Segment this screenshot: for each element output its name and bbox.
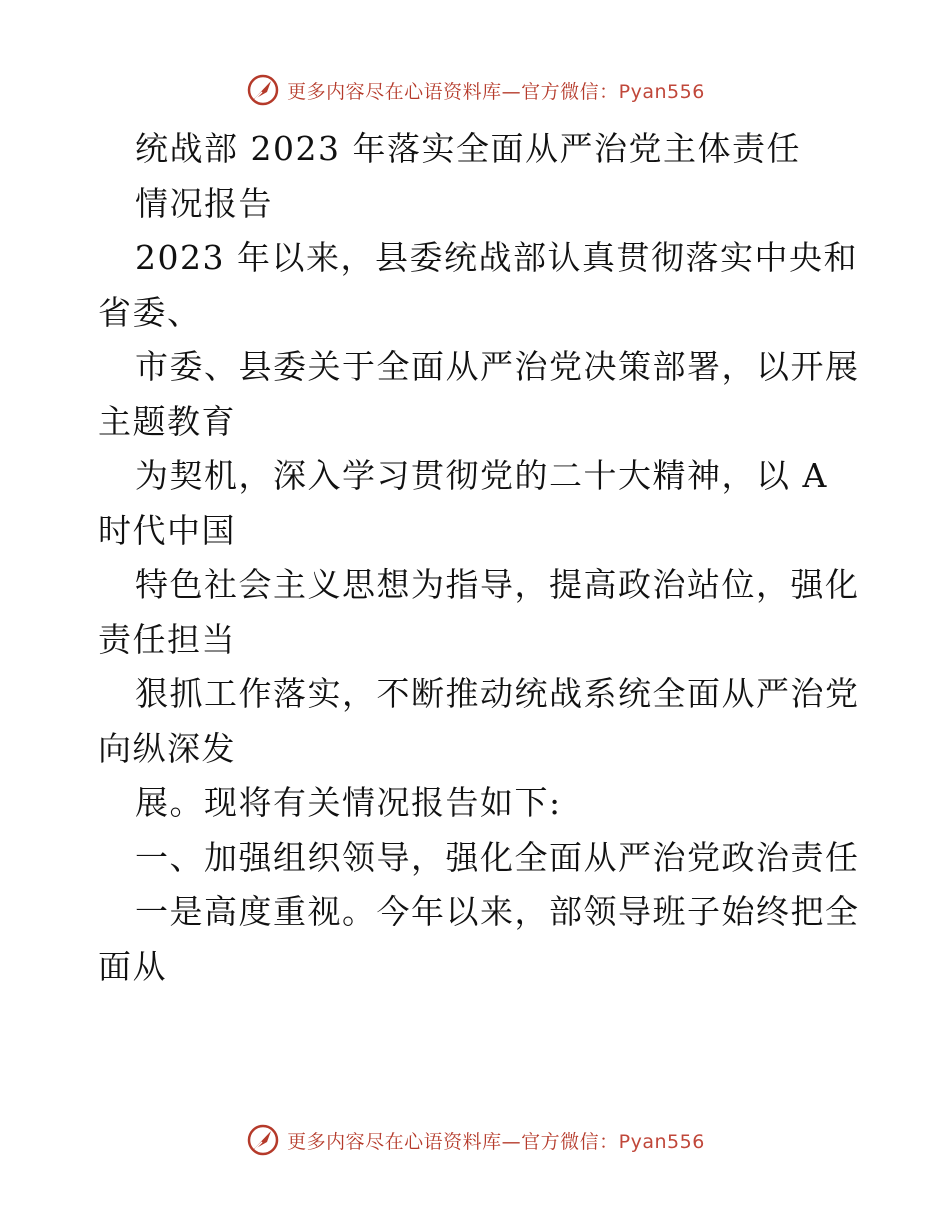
document-line: 一是高度重视。今年以来，部领导班子始终把全 xyxy=(135,892,860,931)
document-line: 情况报告 xyxy=(135,183,273,223)
document-line: 市委、县委关于全面从严治党决策部署，以开展 xyxy=(135,347,860,386)
watermark-label: 更多内容尽在心语资料库—官方微信： xyxy=(287,1130,619,1153)
document-line: 面从 xyxy=(98,946,167,986)
watermark-text xyxy=(287,77,705,104)
document-line: 省委、 xyxy=(98,292,202,332)
watermark-label: 更多内容尽在心语资料库—官方微信： xyxy=(287,80,619,103)
document-line: 责任担当 xyxy=(98,619,236,659)
document-line: 统战部 2023 年落实全面从严治党主体责任 xyxy=(135,129,801,168)
document-line: 时代中国 xyxy=(98,510,236,550)
document-body xyxy=(98,122,858,994)
document-line: 展。现将有关情况报告如下: xyxy=(135,783,562,822)
document-line: 为契机，深入学习贯彻党的二十大精神，以 A xyxy=(135,456,828,495)
watermark-text xyxy=(287,1127,705,1154)
document-line: 狠抓工作落实，不断推动统战系统全面从严治党 xyxy=(135,674,860,713)
header-watermark xyxy=(0,70,950,110)
document-line: 2023 年以来，县委统战部认真贯彻落实中央和 xyxy=(135,238,858,277)
document-line: 特色社会主义思想为指导，提高政治站位，强化 xyxy=(135,565,860,604)
document-line: 一、加强组织领导，强化全面从严治党政治责任 xyxy=(135,837,860,877)
feather-pen-logo-icon xyxy=(245,72,281,108)
watermark-wechat-id: Pyan556 xyxy=(618,80,705,103)
footer-watermark xyxy=(0,1120,950,1160)
document-line: 主题教育 xyxy=(98,401,236,441)
feather-pen-logo-icon xyxy=(245,1122,281,1158)
watermark-wechat-id: Pyan556 xyxy=(618,1130,705,1153)
document-line: 向纵深发 xyxy=(98,728,236,768)
